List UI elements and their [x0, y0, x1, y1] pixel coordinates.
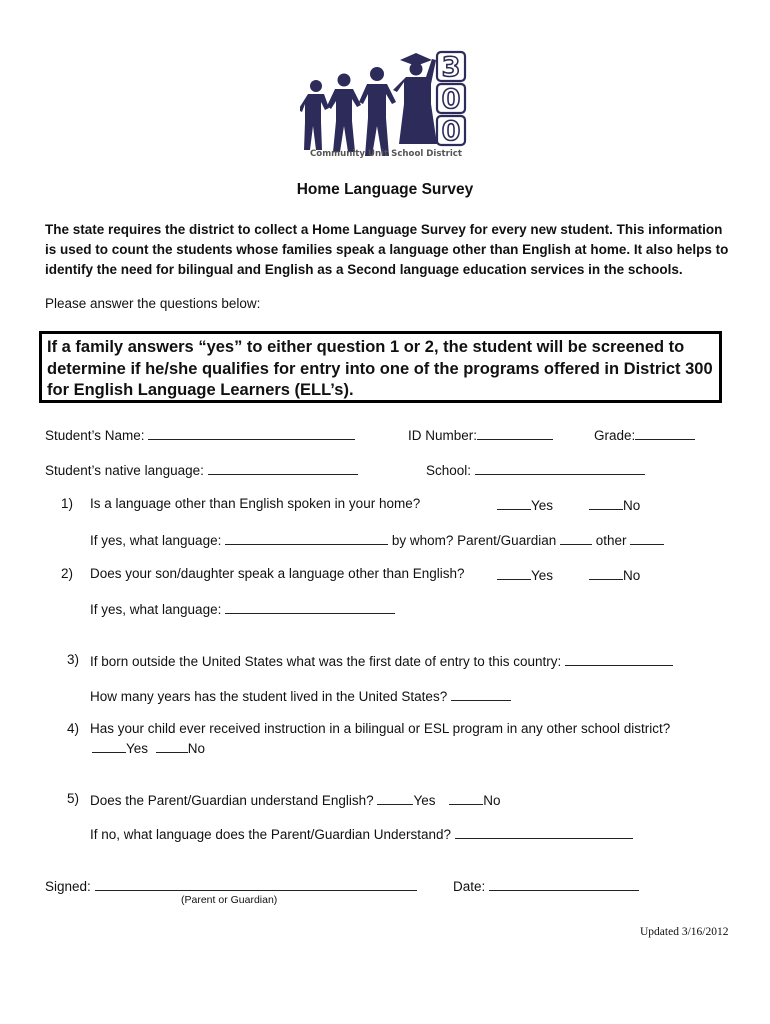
q2-no-label: No — [623, 568, 641, 583]
q3-number: 3) — [67, 652, 80, 667]
date-row — [453, 877, 639, 894]
q3-row — [90, 652, 673, 669]
intro-paragraph: The state requires the district to collect a Home Language Survey for every new student. This information is used to count the students whose families speak a language other than English at home. It also helps to identify the need for bilingual and English as a Second language education services in the schools. — [45, 222, 729, 277]
q1-number: 1) — [61, 496, 74, 511]
q5-no-blank[interactable] — [449, 791, 483, 805]
logo-caption: Community Unit School District — [310, 149, 462, 159]
signature-row — [45, 877, 417, 894]
logo-digit-2: 0 — [441, 84, 461, 115]
q4-number: 4) — [67, 721, 80, 736]
q2-language-blank[interactable] — [225, 600, 395, 614]
q4-yes-blank[interactable] — [92, 739, 126, 753]
q5-yes-blank[interactable] — [377, 791, 413, 805]
q5-follow-up — [90, 825, 633, 842]
student-name-field — [45, 426, 355, 443]
q5-yes-label: Yes — [413, 793, 436, 808]
q2-yes-option — [497, 566, 553, 583]
logo-digit-3: 0 — [441, 116, 461, 147]
q3-follow-up-label: How many years has the student lived in the United States? — [90, 689, 448, 704]
q3-follow-up — [90, 687, 511, 704]
id-number-label: ID Number: — [408, 428, 478, 443]
q4-no-blank[interactable] — [156, 739, 188, 753]
q1-follow-up-label: If yes, what language: — [90, 533, 222, 548]
updated-note: Updated 3/16/2012 — [640, 926, 729, 938]
student-name-label: Student’s Name: — [45, 428, 145, 443]
q1-yes-option — [497, 496, 553, 513]
q2-text: Does your son/daughter speak a language other than English? — [90, 566, 465, 581]
student-name-blank[interactable] — [148, 426, 355, 440]
signed-label: Signed: — [45, 879, 91, 894]
q1-other-blank[interactable] — [630, 531, 664, 545]
q2-no-option — [589, 566, 640, 583]
q1-by-whom-label: by whom? Parent/Guardian — [391, 533, 557, 548]
q1-language-blank[interactable] — [225, 531, 388, 545]
q4-yes-label: Yes — [126, 741, 149, 756]
q1-text: Is a language other than English spoken in your home? — [90, 496, 421, 511]
q3-text: If born outside the United States what was the first date of entry to this country: — [90, 654, 562, 669]
signature-blank[interactable] — [95, 877, 417, 891]
q5-text: Does the Parent/Guardian understand English? — [90, 793, 374, 808]
q1-yes-blank[interactable] — [497, 496, 531, 510]
date-blank[interactable] — [489, 877, 639, 891]
q1-yes-label: Yes — [531, 498, 554, 513]
q1-no-blank[interactable] — [589, 496, 623, 510]
instruction-text: Please answer the questions below: — [45, 296, 261, 311]
id-number-blank[interactable] — [477, 426, 553, 440]
q5-follow-up-label: If no, what language does the Parent/Guardian Understand? — [90, 827, 451, 842]
page-title: Home Language Survey — [296, 181, 474, 198]
q2-yes-label: Yes — [531, 568, 554, 583]
q5-row — [90, 791, 501, 808]
q3-years-blank[interactable] — [451, 687, 511, 701]
q4-no-label: No — [187, 741, 206, 756]
native-language-field — [45, 461, 358, 478]
grade-blank[interactable] — [635, 426, 695, 440]
q5-number: 5) — [67, 791, 80, 806]
native-language-blank[interactable] — [208, 461, 358, 475]
signer-note: (Parent or Guardian) — [181, 894, 278, 906]
district-300-logo — [300, 44, 472, 162]
logo-digit-1: 3 — [441, 52, 461, 83]
school-label: School: — [426, 463, 472, 478]
q1-follow-up — [90, 531, 664, 548]
q4-text: Has your child ever received instruction in a bilingual or ESL program in any other school district? — [90, 721, 671, 736]
q2-follow-up-label: If yes, what language: — [90, 602, 222, 617]
q1-no-option — [589, 496, 640, 513]
grade-field — [594, 426, 695, 443]
native-language-label: Student’s native language: — [45, 463, 204, 478]
q2-no-blank[interactable] — [589, 566, 623, 580]
q1-parent-blank[interactable] — [560, 531, 592, 545]
school-field — [426, 461, 645, 478]
q3-entry-date-blank[interactable] — [565, 652, 673, 666]
grade-label: Grade: — [594, 428, 636, 443]
q5-language-blank[interactable] — [455, 825, 633, 839]
q5-no-label: No — [483, 793, 501, 808]
q4-options — [92, 739, 205, 756]
q2-yes-blank[interactable] — [497, 566, 531, 580]
id-number-field — [408, 426, 553, 443]
screening-notice-box — [39, 331, 722, 403]
screening-notice-text: If a family answers “yes” to either question 1 or 2, the student will be screened to determine if he/she qualifies for entry into one of the programs offered in District 300 for English Language Learners (ELL’s). — [47, 338, 713, 399]
school-blank[interactable] — [475, 461, 645, 475]
q1-no-label: No — [623, 498, 641, 513]
q2-follow-up — [90, 600, 395, 617]
q2-number: 2) — [61, 566, 74, 581]
date-label: Date: — [453, 879, 486, 894]
q1-other-label: other — [595, 533, 627, 548]
